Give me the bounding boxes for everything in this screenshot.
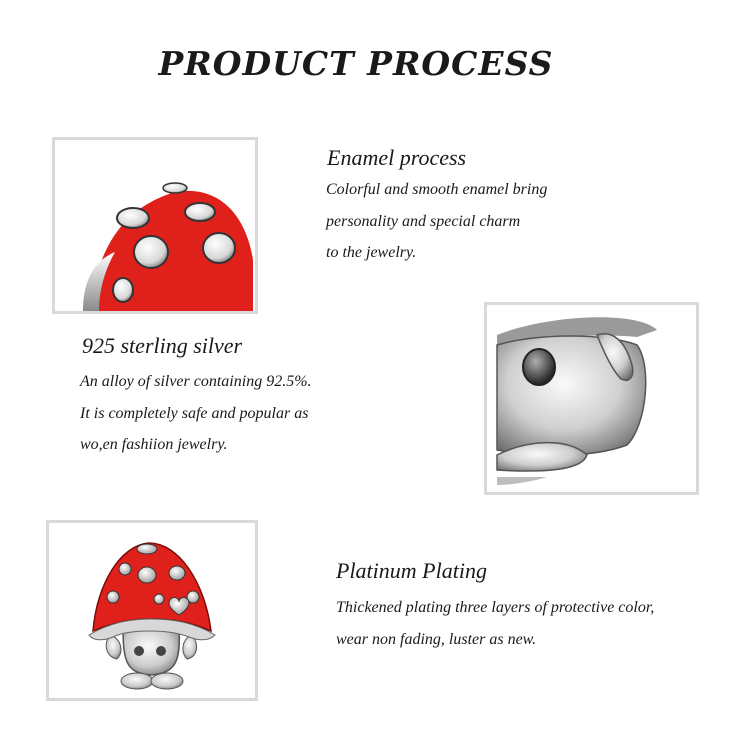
silver-closeup-image	[484, 302, 699, 495]
silver-line-3: wo,en fashiion jewelry.	[80, 436, 228, 453]
sterling-silver-description	[80, 366, 312, 461]
platinum-line-2: wear non fading, luster as new.	[336, 630, 537, 648]
mushroom-body-closeup-icon	[487, 305, 696, 492]
enamel-process-description	[326, 174, 547, 269]
silver-line-1: An alloy of silver containing 92.5%.	[80, 373, 312, 390]
enamel-process-title: Enamel process	[327, 145, 467, 170]
enamel-line-2: personality and special charm	[326, 212, 521, 230]
enamel-line-1: Colorful and smooth enamel bring	[326, 181, 548, 198]
enamel-closeup-image	[52, 137, 258, 314]
mushroom-cap-closeup-icon	[55, 140, 255, 311]
enamel-line-3: to the jewelry.	[326, 244, 417, 261]
page-title: PRODUCT PROCESS	[158, 44, 554, 83]
platinum-charm-image	[46, 520, 258, 701]
sterling-silver-title: 925 sterling silver	[82, 333, 243, 358]
platinum-plating-title: Platinum Plating	[336, 558, 487, 583]
platinum-line-1: Thickened plating three layers of protective color,	[336, 599, 655, 616]
mushroom-charm-icon	[49, 523, 255, 698]
silver-line-2: It is completely safe and popular as	[80, 404, 309, 422]
platinum-plating-description	[336, 592, 654, 655]
